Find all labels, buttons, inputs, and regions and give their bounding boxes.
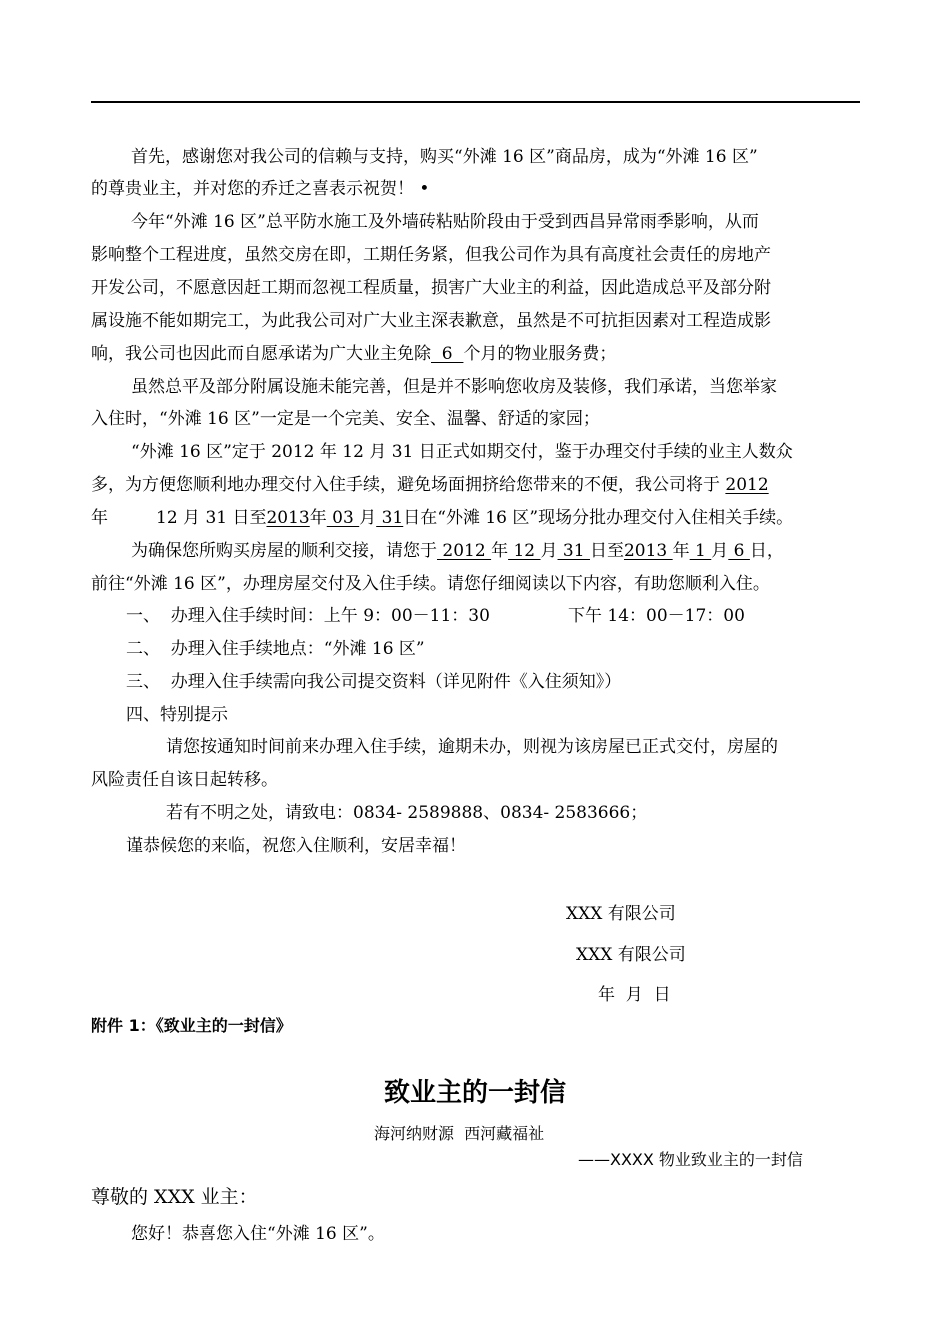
- letter-paragraph-1-line-2: 的尊贵业主，并对您的乔迁之喜表示祝贺！ •: [91, 179, 430, 199]
- letter-paragraph-2-line-3: 开发公司，不愿意因赶工期而忽视工程质量，损害广大业主的利益，因此造成总平及部分附: [91, 278, 771, 298]
- attachment-subtitle: 海河纳财源 西河藏福祉: [374, 1124, 545, 1143]
- signature-company-1: XXX 有限公司: [566, 904, 676, 924]
- item-1-time-afternoon: 下午 14：00－17：00: [568, 606, 745, 626]
- text: 年: [672, 541, 690, 561]
- handover-start-month: 12: [508, 541, 541, 561]
- text: 月: [359, 508, 377, 528]
- letter-paragraph-5-line-1: [131, 541, 784, 561]
- attachment-title: 致业主的一封信: [383, 1078, 566, 1108]
- letter-paragraph-2-line-1: 今年“外滩 16 区”总平防水施工及外墙砖粘贴阶段由于受到西昌异常雨季影响，从而: [131, 212, 759, 232]
- attachment-label: 附件 1：《致业主的一封信》: [91, 1016, 292, 1035]
- letter-paragraph-2-line-4: 属设施不能如期完工，为此我公司对广大业主深表歉意，虽然是不可抗拒因素对工程造成影: [91, 311, 771, 331]
- notice-line-1: 请您按通知时间前来办理入住手续，逾期未办，则视为该房屋已正式交付，房屋的: [166, 737, 778, 757]
- signature-company-2: XXX 有限公司: [576, 945, 686, 965]
- attachment-byline: ——XXXX 物业致业主的一封信: [578, 1150, 803, 1169]
- end-day: 31: [376, 508, 404, 528]
- letter-paragraph-5-line-2: 前往“外滩 16 区”，办理房屋交付及入住手续。请您仔细阅读以下内容，有助您顺利入住。: [91, 574, 770, 594]
- letter-paragraph-4-line-3: [91, 508, 793, 528]
- text: 日至: [589, 541, 624, 561]
- handover-start-day: 31: [557, 541, 590, 561]
- item-3-documents: 三、 办理入住手续需向我公司提交资料（详见附件《入住须知》）: [126, 672, 622, 692]
- text: 年: [491, 541, 509, 561]
- letter-paragraph-1-line-1: 首先，感谢您对我公司的信赖与支持，购买“外滩 16 区”商品房，成为“外滩 16 区”: [131, 147, 758, 167]
- closing-line: 谨恭候您的来临，祝您入住顺利，安居幸福！: [126, 836, 466, 856]
- contact-line: 若有不明之处，请致电：0834- 2589888、0834- 2583666；: [166, 803, 648, 823]
- text: 12 月 31 日至: [156, 508, 267, 528]
- greeting: 您好！恭喜您入住“外滩 16 区”。: [131, 1224, 385, 1244]
- end-year: 2013: [266, 508, 310, 528]
- start-year: 2012: [725, 475, 769, 495]
- waiver-months: 6: [431, 344, 464, 364]
- handover-end-year: 2013: [623, 541, 673, 561]
- handover-end-day: 6: [728, 541, 750, 561]
- text: 为确保您所购买房屋的顺利交接，请您于: [131, 541, 437, 561]
- item-4-special-notice: 四、特别提示: [126, 705, 228, 725]
- letter-paragraph-3-line-2: 入住时，“外滩 16 区”一定是一个完美、安全、温馨、舒适的家园；: [91, 409, 600, 429]
- text: 年: [91, 508, 108, 528]
- item-1-time: 一、 办理入住手续时间：上午 9：00－11：30: [126, 606, 490, 626]
- text: 多，为方便您顺利地办理交付入住手续，避免场面拥挤给您带来的不便，我公司将于: [91, 475, 726, 495]
- letter-paragraph-4-line-1: “外滩 16 区”定于 2012 年 12 月 31 日正式如期交付，鉴于办理交付手续的业主人数众: [131, 442, 793, 462]
- signature-date: 年 月 日: [598, 985, 671, 1005]
- text: 响，我公司也因此而自愿承诺为广大业主免除: [91, 344, 431, 364]
- text: 月: [540, 541, 558, 561]
- letter-paragraph-2-line-5: [91, 344, 616, 364]
- letter-paragraph-3-line-1: 虽然总平及部分附属设施未能完善，但是并不影响您收房及装修，我们承诺，当您举家: [131, 377, 777, 397]
- letter-paragraph-4-line-2: [91, 475, 769, 495]
- letter-paragraph-2-line-2: 影响整个工程进度，虽然交房在即，工期任务紧，但我公司作为具有高度社会责任的房地产: [91, 245, 771, 265]
- text: 日在“外滩 16 区”现场分批办理交付入住相关手续。: [403, 508, 794, 528]
- text: 年: [309, 508, 327, 528]
- notice-line-2: 风险责任自该日起转移。: [91, 770, 278, 790]
- handover-start-year: 2012: [437, 541, 492, 561]
- handover-end-month: 1: [689, 541, 712, 561]
- text: 月: [711, 541, 729, 561]
- text: 日，: [749, 541, 784, 561]
- header-rule: [91, 101, 860, 103]
- end-month: 03: [326, 508, 360, 528]
- item-2-location: 二、 办理入住手续地点：“外滩 16 区”: [126, 639, 425, 659]
- salutation: 尊敬的 XXX 业主：: [91, 1186, 258, 1208]
- text: 个月的物业服务费；: [463, 344, 617, 364]
